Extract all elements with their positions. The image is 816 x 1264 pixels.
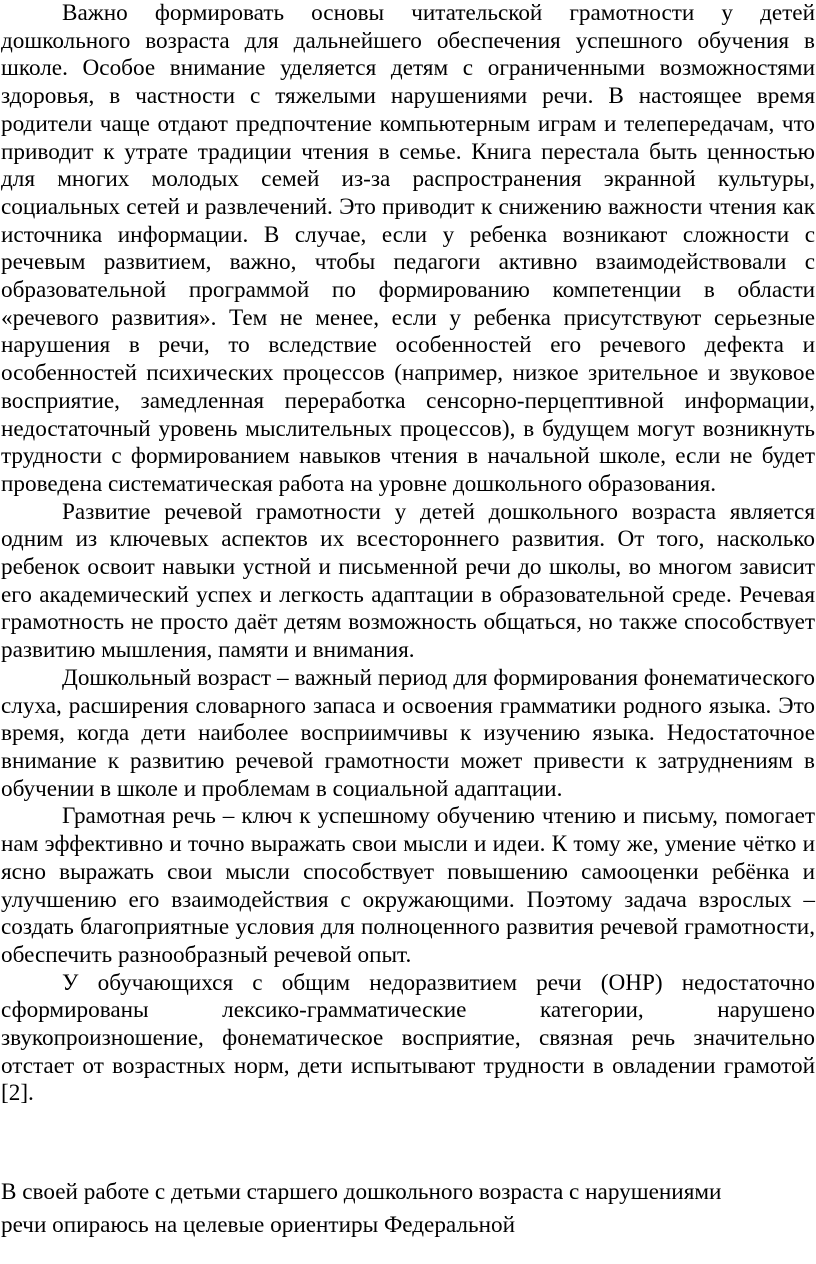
tail-line-2: речи опираюсь на целевые ориентиры Федеральной xyxy=(1,1212,515,1238)
paragraph-preschool-age: Дошкольный возраст – важный период для формирования фонематического слуха, расширения словарного запаса и освоения грамматики родного языка. Это время, когда дети наиболее восприимчивы к изучению языка. Недостаточное внимание к развитию речевой грамотности может привести к затруднениям в обучении в школе и проблемам в социальной адаптации. xyxy=(1,664,815,802)
paragraph-literate-speech: Грамотная речь – ключ к успешному обучению чтению и письму, помогает нам эффективно и точно выражать свои мысли и идеи. К тому же, умение чётко и ясно выражать свои мысли способствует повышению самооценки ребёнка и улучшению его взаимодействия с окружающими. Поэтому задача взрослых – создать благоприятные условия для полноценного развития речевой грамотности, обеспечить разнообразный речевой опыт. xyxy=(1,803,815,968)
document-body xyxy=(1,0,815,1108)
paragraph-onr-students: У обучающихся с общим недоразвитием речи (ОНР) недостаточно сформированы лексико-грамматические категории, нарушено звукопроизношение, фонематическое восприятие, связная речь значительно отстает от возрастных норм, дети испытывают трудности в овладении грамотой [2]. xyxy=(1,969,815,1107)
paragraph-speech-literacy: Развитие речевой грамотности у детей дошкольного возраста является одним из ключевых аспектов их всестороннего развития. От того, насколько ребенок освоит навыки устной и письменной речи до школы, во многом зависит его академический успех и легкость адаптации в образовательной среде. Речевая грамотность не просто даёт детям возможность общаться, но также способствует развитию мышления, памяти и внимания. xyxy=(1,498,815,664)
paragraph-reading-literacy: Важно формировать основы читательской грамотности у детей дошкольного возраста для дальнейшего обеспечения успешного обучения в школе. Особое внимание уделяется детям с ограниченными возможностями здоровья, в частности с тяжелыми нарушениями речи. В настоящее время родители чаще отдают предпочтение компьютерным играм и телепередачам, что приводит к утрате традиции чтения в семье. Книга перестала быть ценностью для многих молодых семей из-за распространения экранной культуры, социальных сетей и развлечений. Это приводит к снижению важности чтения как источника информации. В случае, если у ребенка возникают сложности с речевым развитием, важно, чтобы педагоги активно взаимодействовали с образовательной программой по формированию компетенции в области «речевого развития». Тем не менее, если у ребенка присутствуют серьезные нарушения в речи, то вследствие особенностей его речевого дефекта и особенностей психических процессов (например, низкое зрительное и звуковое восприятие, замедленная переработка сенсорно-перцептивной информации, недостаточный уровень мыслительных процессов), в будущем могут возникнуть трудности с формированием навыков чтения в начальной школе, если не будет проведена систематическая работа на уровне дошкольного образования. xyxy=(1,0,815,497)
tail-line-1: В своей работе с детьми старшего дошкольного возраста с нарушениями xyxy=(1,1179,722,1205)
